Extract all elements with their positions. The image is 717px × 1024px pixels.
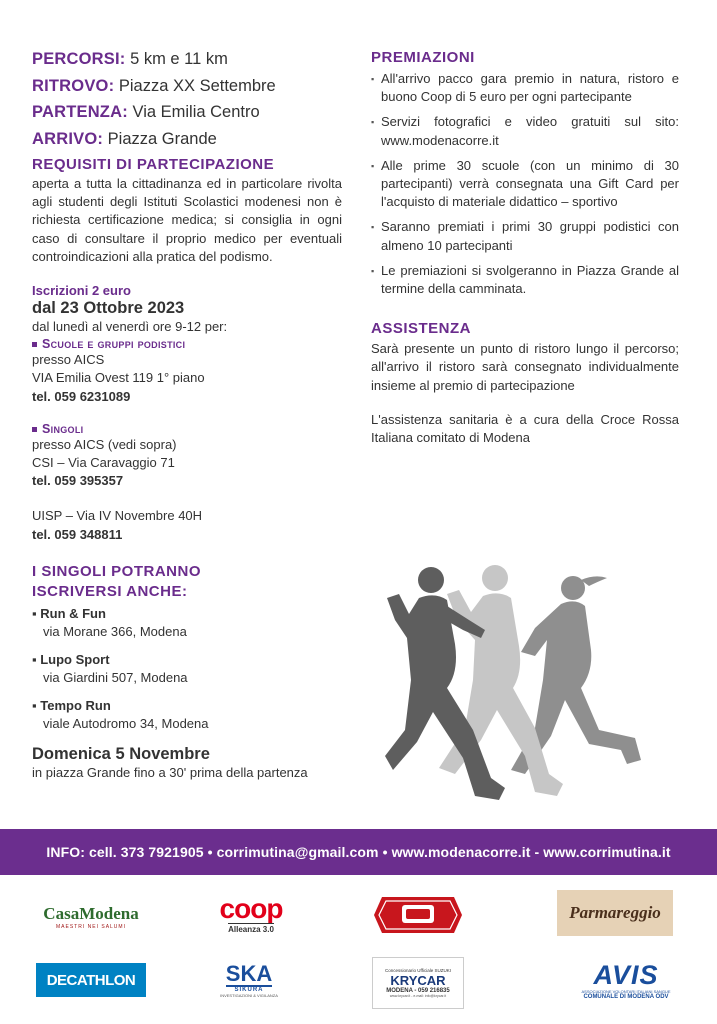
casa-modena-sub: MAESTRI NEI SALUMI <box>56 924 126 930</box>
shop-address: via Morane 366, Modena <box>43 623 187 639</box>
assistenza-text-2: L'assistenza sanitaria è a cura della Croce Rossa Italiana comitato di Modena <box>371 411 679 446</box>
krycar-logo <box>372 957 464 1009</box>
info-bar-text: INFO: cell. 373 7921905 • corrimutina@gmail.com • www.modenacorre.it - www.corrimutina.it <box>46 844 671 860</box>
uisp-line: UISP – Via IV Novembre 40H <box>32 508 203 524</box>
shop-address: via Giardini 507, Modena <box>43 669 188 685</box>
parmareggio-name: Parmareggio <box>569 903 661 922</box>
ska-logo <box>210 957 288 1003</box>
krycar-city: MODENA - 059 216835 <box>386 988 450 994</box>
percorsi-row <box>32 46 342 73</box>
ritrovo-row <box>32 73 342 100</box>
uisp-tel: tel. 059 348811 <box>32 526 123 542</box>
percorsi-label: PERCORSI: <box>32 50 126 68</box>
premiazioni-item: ▪ All'arrivo pacco gara premio in natura, ristoro e buono Coop di 5 euro per ogni partecipante <box>371 70 679 106</box>
ska-name: SKA <box>225 960 273 986</box>
scuole-subhead <box>32 337 342 351</box>
shop-name: ▪ Run & Fun <box>32 605 106 621</box>
krycar-name: KRYCAR <box>390 973 446 988</box>
avis-sub2: COMUNALE DI MODENA ODV <box>583 993 669 1000</box>
ritrovo-label: RITROVO: <box>32 76 115 95</box>
requisiti-heading: REQUISITI DI PARTECIPAZIONE <box>32 156 275 173</box>
premiazioni-item: ▪ Servizi fotografici e video gratuiti sul sito: www.modenacorre.it <box>371 113 679 149</box>
partenza-label: PARTENZA: <box>32 103 128 121</box>
singoli-subhead <box>32 422 342 436</box>
shop-name-text: Run & Fun <box>40 605 106 621</box>
ska-sub: SIKURA <box>234 986 264 993</box>
shop-item <box>32 651 342 687</box>
shop-name: ▪ Tempo Run <box>32 697 111 713</box>
arrivo-row <box>32 126 342 153</box>
requisiti-text: aperta a tutta la cittadinanza ed in particolare rivolta agli studenti degli Istituti Scolastici modenesi non è richiesta certificazione medica; si consiglia in ogni caso di consultare il proprio medico per eventuali controindicazioni alla pratica del podismo. <box>32 176 342 264</box>
avis-sub1: ASSOCIAZIONE VOLONTARI ITALIANI SANGUE <box>581 988 671 994</box>
assistenza-heading: ASSISTENZA <box>371 320 472 338</box>
percorsi-value: 5 km e 11 km <box>130 50 228 68</box>
arrivo-value: Piazza Grande <box>107 129 217 148</box>
sponsors-area <box>0 875 717 1024</box>
premiazioni-item: ▪ Alle prime 30 scuole (con un minimo di 30 partecipanti) verrà consegnata una Gift Card per l'acquisto di materiale didattico – sportivo <box>371 157 679 212</box>
iscrizioni-hours: dal lunedì al venerdì ore 9-12 per: <box>32 319 228 335</box>
avis-name: AVIS <box>593 959 659 990</box>
parmareggio-logo <box>557 890 673 936</box>
right-column <box>371 46 679 447</box>
casa-modena-name: CasaModena <box>43 904 139 923</box>
singoli-line2: CSI – Via Caravaggio 71 <box>32 455 175 471</box>
premiazioni-item: ▪ Le premiazioni si svolgeranno in Piazza Grande al termine della camminata. <box>371 262 679 298</box>
shop-name: ▪ Lupo Sport <box>32 651 110 667</box>
krycar-top: Concessionario Ufficiale SUZUKI <box>385 968 451 973</box>
singoli-label: Singoli <box>42 421 84 436</box>
badge-sub: 415 · 578952 <box>403 934 433 940</box>
casa-modena-logo <box>36 897 146 937</box>
scuole-tel: tel. 059 6231089 <box>32 388 131 404</box>
domenica-title: Domenica 5 Novembre <box>32 744 210 763</box>
square-bullet-icon <box>32 342 37 347</box>
domenica-text: in piazza Grande fino a 30' prima della partenza <box>32 764 308 780</box>
premiazioni-heading: PREMIAZIONI <box>371 49 475 66</box>
shop-name-text: Tempo Run <box>40 697 111 713</box>
arrivo-label: ARRIVO: <box>32 129 104 148</box>
singoli-anche-heading-2: ISCRIVERSI ANCHE: <box>32 582 188 600</box>
coop-logo <box>216 891 286 937</box>
coop-sub: Alleanza 3.0 <box>228 924 274 934</box>
singoli-tel: tel. 059 395357 <box>32 473 124 489</box>
iscrizioni-date: dal 23 Ottobre 2023 <box>32 299 185 318</box>
ritrovo-value: Piazza XX Settembre <box>118 76 276 95</box>
partenza-row <box>32 99 342 126</box>
shop-item <box>32 605 342 641</box>
premiazioni-item: ▪ Saranno premiati i primi 30 gruppi podistici con almeno 10 partecipanti <box>371 218 679 254</box>
decathlon-name: DECATHLON <box>46 971 136 989</box>
singoli-line1: presso AICS (vedi sopra) <box>32 436 177 452</box>
runners-illustration <box>385 560 645 805</box>
shop-name-text: Lupo Sport <box>40 651 110 667</box>
avis-logo <box>574 955 678 1005</box>
premiazioni-list <box>371 70 679 298</box>
square-bullet-icon <box>32 427 37 432</box>
scuole-label: Scuole e gruppi podistici <box>42 337 186 352</box>
shop-item <box>32 697 342 733</box>
left-column <box>32 46 342 782</box>
iscrizioni-title: Iscrizioni 2 euro <box>32 283 131 299</box>
scuole-line1: presso AICS <box>32 352 105 368</box>
decathlon-logo <box>36 963 146 997</box>
cheese-consortium-logo <box>372 889 464 941</box>
shop-address: viale Autodromo 34, Modena <box>43 715 209 731</box>
scuole-line2: VIA Emilia Ovest 119 1° piano <box>32 370 205 386</box>
singoli-anche-heading-1: I SINGOLI POTRANNO <box>32 562 202 580</box>
coop-name: coop <box>219 892 283 924</box>
krycar-web: www.krycar.it - e-mail: info@krycar.it <box>389 994 447 998</box>
info-bar <box>0 829 717 875</box>
assistenza-text-1: Sarà presente un punto di ristoro lungo il percorso; all'arrivo il ristoro sarà consegnato individualmente insieme al premio di partecipazione <box>371 341 679 393</box>
ska-sub2: INVESTIGAZIONI & VIGILANZA <box>220 992 278 998</box>
partenza-value: Via Emilia Centro <box>132 103 260 121</box>
